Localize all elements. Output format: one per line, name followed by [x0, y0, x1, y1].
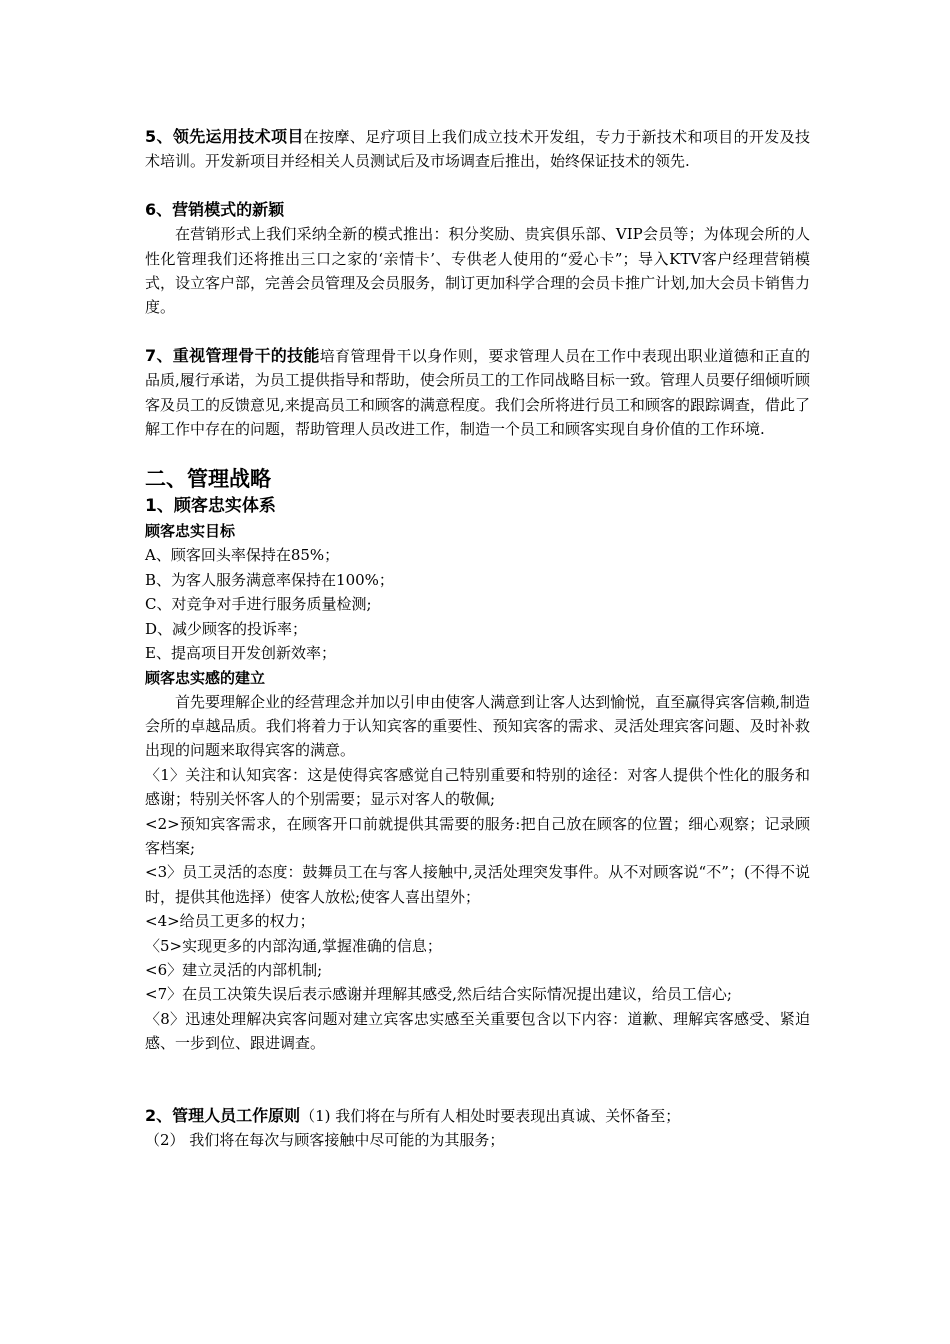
section-5-heading: 5、领先运用技术项目: [145, 127, 304, 146]
document-page: [145, 125, 810, 1152]
spacer: [145, 320, 810, 344]
build-intro: 首先要理解企业的经营理念并加以引申由使客人满意到让客人达到愉悦，直至赢得宾客信赖,制造会所的卓越品质。我们将着力于认知宾客的重要性、预知宾客的需求、灵活处理宾客问题、及时补救出现的问题来取得宾客的满意。: [145, 692, 810, 760]
section-7-heading: 7、重视管理骨干的技能: [145, 345, 320, 365]
goal-item: B、为客人服务满意率保持在100%；: [145, 570, 394, 589]
section-7-text: 培育管理骨干以身作则，要求管理人员在工作中表现出职业道德和正直的品质,履行承诺，为员工提供指导和帮助，使会所员工的工作同战略目标一致。管理人员要仔细倾听顾客及员工的反馈意见,来提高员工和顾客的满意程度。我们会所将进行员工和顾客的跟踪调查，借此了解工作中存在的问题，帮助管理人员改进工作，制造一个员工和顾客实现自身价值的工作环境.: [145, 346, 810, 439]
build-item: 〈1〉关注和认知宾客：这是使得宾客感觉自己特别重要和特别的途径：对客人提供个性化的服务和感谢；特别关怀客人的个别需要；显示对客人的敬佩;: [145, 765, 810, 809]
goal-item: E、提高项目开发创新效率；: [145, 644, 336, 663]
goal-item: A、顾客回头率保持在85%；: [145, 546, 340, 565]
build-title: 顾客忠实感的建立: [145, 668, 266, 687]
build-item: 〈5>实现更多的内部沟通,掌握准确的信息；: [145, 936, 442, 955]
goals-title: 顾客忠实目标: [145, 522, 236, 541]
build-item: 〈8〉迅速处理解决宾客问题对建立宾客忠实感至关重要包含以下内容：道歉、理解宾客感受、紧迫感、一步到位、跟进调查。: [145, 1009, 810, 1053]
section-6-text: 在营销形式上我们采纳全新的模式推出：积分奖励、贵宾俱乐部、VIP会员等；为体现会所的人性化管理我们还将推出三口之家的‘亲情卡’、专供老人使用的“爱心卡”；导入KTV客户经理营销模式，设立客户部，完善会员管理及会员服务，制订更加科学合理的会员卡推广计划,加大会员卡销售力度。: [145, 225, 810, 317]
subsection-2-line: （2） 我们将在每次与顾客接触中尽可能的为其服务；: [145, 1131, 505, 1149]
subsection-2-heading: 2、管理人员工作原则: [145, 1105, 301, 1125]
subsection-2: [145, 1104, 810, 1128]
subsection-2-text: （1) 我们将在与所有人相处时要表现出真诚、关怀备至；: [300, 1106, 681, 1125]
section-7: [145, 344, 810, 442]
build-item: <2>预知宾客需求，在顾客开口前就提供其需要的服务:把自己放在顾客的位置；细心观察；记录顾客档案;: [145, 814, 810, 857]
section-6-heading: 6、营销模式的新颖: [145, 199, 285, 219]
spacer: [145, 1056, 810, 1104]
section-5-text: 在按摩、足疗项目上我们成立技术开发组，专力于新技术和项目的开发及技术培训。开发新项目并经相关人员测试后及市场调查后推出，始终保证技术的领先.: [145, 128, 810, 171]
subsection-1-title: 1、顾客忠实体系: [145, 496, 276, 517]
spacer: [145, 174, 810, 198]
build-item: <7〉在员工决策失误后表示感谢并理解其感受,然后结合实际情况提出建议，给员工信心;: [145, 985, 732, 1004]
spacer: [145, 441, 810, 465]
goal-item: D、减少顾客的投诉率；: [145, 619, 308, 638]
build-item: <4>给员工更多的权力；: [145, 912, 315, 931]
build-item: <6〉建立灵活的内部机制;: [145, 960, 323, 979]
section-5: [145, 125, 810, 174]
part-2-title: 二、管理战略: [145, 467, 271, 492]
goal-item: C、对竞争对手进行服务质量检测;: [145, 595, 372, 614]
build-item: <3〉员工灵活的态度：鼓舞员工在与客人接触中,灵活处理突发事件。从不对顾客说“不”；(不得不说时，提供其他选择）使客人放松;使客人喜出望外；: [145, 863, 810, 906]
